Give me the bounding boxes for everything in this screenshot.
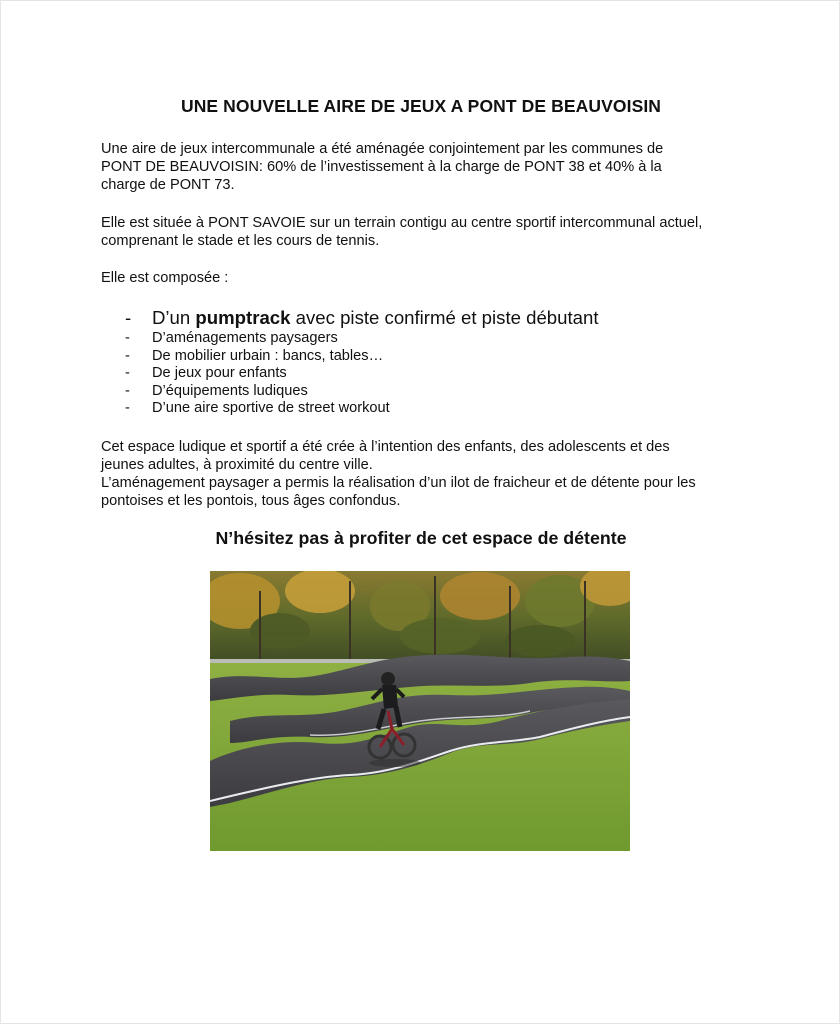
list-dash: - <box>125 330 130 346</box>
intro-line-1: Une aire de jeux intercommunale a été aménagée conjointement par les communes de <box>101 141 664 157</box>
call-to-action-heading: N’hésitez pas à profiter de cet espace de détente <box>215 528 627 548</box>
list-item-text: D’aménagements paysagers <box>152 330 338 346</box>
list-item <box>125 306 599 330</box>
list-dash: - <box>125 307 132 328</box>
location-paragraph <box>101 214 761 250</box>
pumptrack-photo <box>210 571 630 851</box>
landscape-paragraph <box>101 474 761 510</box>
composition-intro: Elle est composée : <box>101 270 229 286</box>
location-line-1: Elle est située à PONT SAVOIE sur un terrain contigu au centre sportif intercommunal actuel, <box>101 215 703 231</box>
landscape-line-2: pontoises et les pontois, tous âges confondus. <box>101 493 401 509</box>
list-item <box>125 330 599 348</box>
list-item <box>125 383 599 401</box>
location-line-2: comprenant le stade et les cours de tennis. <box>101 233 380 249</box>
list-item-prefix: D’un <box>152 307 196 328</box>
list-item-text: De mobilier urbain : bancs, tables… <box>152 347 384 364</box>
list-item <box>125 400 599 418</box>
list-item <box>125 348 599 366</box>
list-item-text: De jeux pour enfants <box>152 365 287 382</box>
purpose-line-1: Cet espace ludique et sportif a été crée à l’intention des enfants, des adolescents et des <box>101 439 670 455</box>
list-item-suffix: avec piste confirmé et piste débutant <box>290 307 599 328</box>
list-item <box>125 365 599 383</box>
rider-shadow <box>369 759 421 767</box>
composition-list <box>125 306 599 418</box>
intro-line-2: PONT DE BEAUVOISIN: 60% de l’investissement à la charge de PONT 38 et 40% à la <box>101 159 662 175</box>
intro-paragraph <box>101 140 761 194</box>
intro-line-3: charge de PONT 73. <box>101 177 235 193</box>
list-dash: - <box>125 365 130 382</box>
landscape-line-1: L’aménagement paysager a permis la réalisation d’un ilot de fraicheur et de détente pour les <box>101 475 696 491</box>
list-item-text: D’équipements ludiques <box>152 382 308 399</box>
purpose-paragraph <box>101 438 761 474</box>
list-dash: - <box>125 382 130 399</box>
document-title: UNE NOUVELLE AIRE DE JEUX A PONT DE BEAUVOISIN <box>180 96 662 116</box>
purpose-line-2: jeunes adultes, à proximité du centre ville. <box>101 457 373 473</box>
list-item-bold: pumptrack <box>195 307 291 328</box>
list-dash: - <box>125 347 130 364</box>
list-dash: - <box>125 400 130 417</box>
list-item-text: D’une aire sportive de street workout <box>152 400 390 417</box>
